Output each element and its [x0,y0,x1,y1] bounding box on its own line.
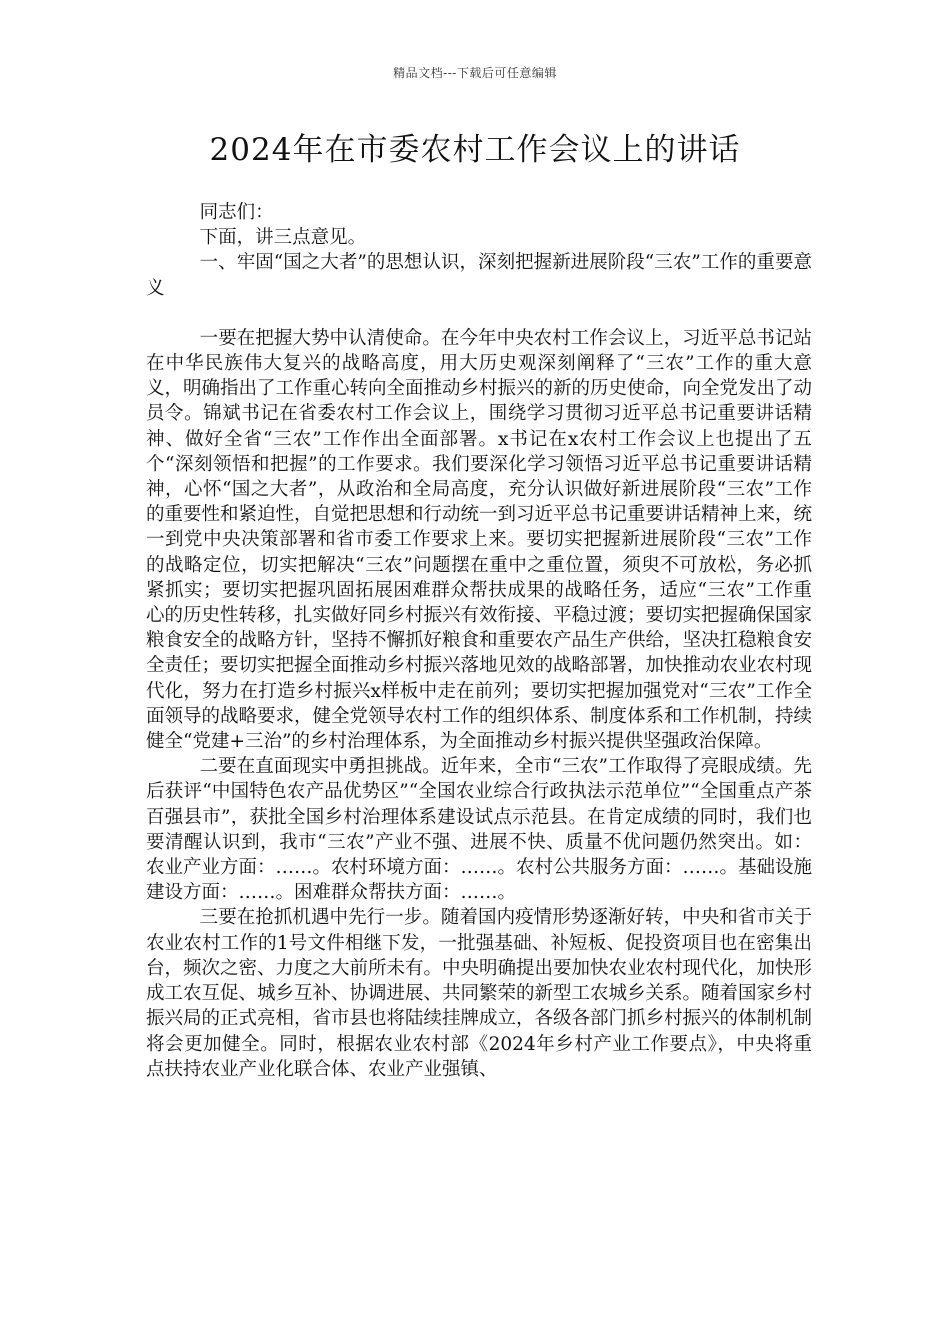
body-paragraph: 三要在抢抓机遇中先行一步。随着国内疫情形势逐渐好转，中央和省市关于农业农村工作的1号文件相继下发，一批强基础、补短板、促投资项目也在密集出台，频次之密、力度之大前所未有。中央明确提出要加快农业农村现代化，加快形成工农互促、城乡互补、协调进展、共同繁荣的新型工农城乡关系。随着国家乡村振兴局的正式亮相，省市县也将陆续挂牌成立，各级各部门抓乡村振兴的体制机制将会更加健全。同时，根据农业农村部《2024年乡村产业工作要点》，中央将重点扶持农业产业化联合体、农业产业强镇、 [146,907,813,1080]
body-paragraph: 二要在直面现实中勇担挑战。近年来，全市“三农”工作取得了亮眼成绩。先后获评“中国特色农产品优势区”“全国农业综合行政执法示范单位”“全国重点产茶百强县市”，获批全国乡村治理体系建设试点示范县。在肯定成绩的同时，我们也要清醒认识到，我市“三农”产业不强、进展不快、质量不优问题仍然突出。如：农业产业方面：……。农村环境方面：……。农村公共服务方面：……。基础设施建设方面：……。困难群众帮扶方面：……。 [146,756,813,904]
body-paragraph: 一要在把握大势中认清使命。在今年中央农村工作会议上，习近平总书记站在中华民族伟大复兴的战略高度，用大历史观深刻阐释了“三农”工作的重大意义，明确指出了工作重心转向全面推动乡村振兴的新的历史使命，向全党发出了动员令。锦斌书记在省委农村工作会议上，围绕学习贯彻习近平总书记重要讲话精神、做好全省“三农”工作作出全面部署。x书记在x农村工作会议上也提出了五个“深刻领悟和把握”的工作要求。我们要深化学习领悟习近平总书记重要讲话精神，心怀“国之大者”，从政治和全局高度，充分认识做好新进展阶段“三农”工作的重要性和紧迫性，自觉把思想和行动统一到习近平总书记重要讲话精神上来，统一到党中央决策部署和省市委工作要求上来。要切实把握新进展阶段“三农”工作的战略定位，切实把解决“三农”问题摆在重中之重位置，须臾不可放松，务必抓紧抓实；要切实把握巩固拓展困难群众帮扶成果的战略任务，适应“三农”工作重心的历史性转移，扎实做好同乡村振兴有效衔接、平稳过渡；要切实把握确保国家粮食安全的战略方针，坚持不懈抓好粮食和重要农产品生产供给，坚决扛稳粮食安全责任；要切实把握全面推动乡村振兴落地见效的战略部署，加快推动农业农村现代化，努力在打造乡村振兴x样板中走在前列；要切实把握加强党对“三农”工作全面领导的战略要求，健全党领导农村工作的组织体系、制度体系和工作机制，持续健全“党建+三治”的乡村治理体系，为全面推动乡村振兴提供坚强政治保障。 [146,327,813,753]
document-title: 2024年在市委农村工作会议上的讲话 [209,132,741,168]
salutation: 同志们： [199,202,274,223]
page-header: 精品文档---下载后可任意编辑 [393,66,557,80]
intro-paragraph: 下面，讲三点意见。 [199,227,367,249]
section-heading: 一、牢固“国之大者”的思想认识，深刻把握新进展阶段“三农”工作的重要意义 [146,252,812,299]
document-body [146,200,812,1082]
